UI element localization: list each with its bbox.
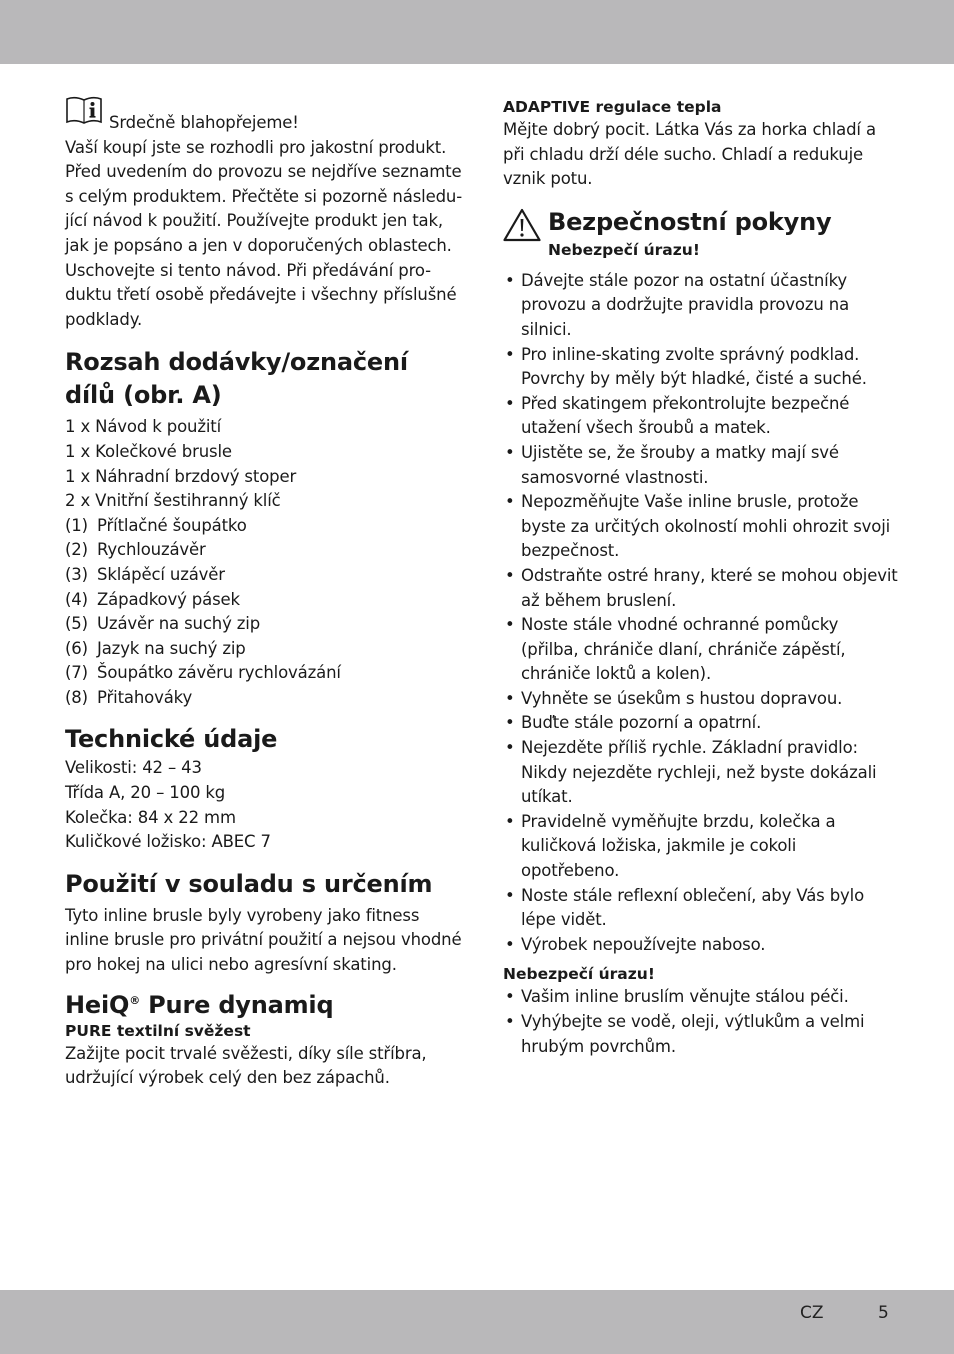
- heiq-title-rest: Pure dynamiq: [140, 990, 334, 1019]
- scope-item: 1 x Náhradní brzdový stoper: [65, 466, 297, 486]
- safety-item: [503, 711, 888, 736]
- safety-item-line: bezpečnost.: [521, 541, 620, 561]
- safety-item: [503, 441, 888, 490]
- scope-heading-line2: dílů (obr. A): [65, 381, 222, 410]
- safety-heading: Bezpečnostní pokyny: [548, 207, 832, 236]
- part-number: (8): [65, 687, 88, 707]
- part-item: [65, 661, 460, 686]
- danger-label: Nebezpečí úrazu!: [548, 240, 700, 259]
- part-label: Přitahováky: [97, 687, 193, 707]
- safety-item-line: Nikdy nejezděte rychleji, než byste dokázali: [521, 762, 877, 782]
- safety-item: [503, 736, 888, 810]
- heiq-text: [65, 1042, 460, 1091]
- safety-item-line: provozu a dodržujte pravidla provozu na: [521, 295, 850, 315]
- safety-item-line: • Ujistěte se, že šrouby a matky mají své: [521, 442, 839, 462]
- safety-item-line: lépe vidět.: [521, 910, 607, 930]
- registered-mark: ®: [129, 993, 141, 1007]
- intro-line: s celým produktem. Přečtěte si pozorně následu-: [65, 186, 463, 206]
- care-list: [503, 985, 888, 1059]
- safety-item: [503, 269, 888, 343]
- part-label: Sklápěcí uzávěr: [97, 564, 225, 584]
- scope-list: [65, 415, 460, 710]
- safety-item-line: • Dávejte stále pozor na ostatní účastníky: [521, 270, 848, 290]
- safety-item: [503, 884, 888, 933]
- part-item: [65, 563, 460, 588]
- safety-item: [503, 392, 888, 441]
- safety-item-line: • Noste stále vhodné ochranné pomůcky: [521, 615, 839, 635]
- adaptive-line: při chladu drží déle sucho. Chladí a redukuje: [503, 144, 864, 164]
- part-number: (1): [65, 515, 88, 535]
- tech-line: Kuličkové ložisko: ABEC 7: [65, 832, 271, 852]
- intro-line: Vaší koupí jste se rozhodli pro jakostní produkt.: [65, 137, 447, 157]
- part-item: [65, 538, 460, 563]
- part-label: Přítlačné šoupátko: [97, 515, 247, 535]
- usage-heading: Použití v souladu s určením: [65, 869, 433, 898]
- part-item: [65, 686, 460, 711]
- safety-item: [503, 613, 888, 687]
- safety-item-line: silnici.: [521, 319, 572, 339]
- adaptive-line: Mějte dobrý pocit. Látka Vás za horka chladí a: [503, 120, 876, 139]
- tech-specs: [65, 756, 460, 854]
- part-number: (5): [65, 614, 88, 634]
- footer-language: CZ: [800, 1303, 824, 1323]
- part-number: (6): [65, 638, 88, 658]
- safety-item-line: utíkat.: [521, 787, 573, 807]
- part-label: Rychlouzávěr: [97, 540, 206, 560]
- tech-line: Kolečka: 84 x 22 mm: [65, 807, 236, 827]
- safety-item: [503, 490, 891, 564]
- part-label: Západkový pásek: [97, 589, 240, 609]
- safety-item: [503, 687, 888, 712]
- scope-item: 1 x Návod k použití: [65, 417, 222, 437]
- usage-text: [65, 904, 460, 978]
- safety-item-line: kuličková ložiska, jakmile je cokoli: [521, 836, 797, 856]
- part-number: (4): [65, 589, 88, 609]
- usage-line: inline brusle pro privátní použití a nejsou vhodné: [65, 930, 462, 950]
- part-label: Šoupátko závěru rychlovázání: [97, 663, 341, 683]
- tech-heading: Technické údaje: [65, 725, 278, 754]
- safety-item-line: (přilba, chrániče dlaní, chrániče zápěstí,: [521, 639, 846, 659]
- right-column: [503, 96, 898, 1059]
- part-item: [65, 637, 460, 662]
- intro-line: jící návod k použití. Používejte produkt jen tak,: [65, 211, 444, 231]
- manual-info-icon: [65, 96, 103, 126]
- scope-item: 2 x Vnitřní šestihranný klíč: [65, 491, 281, 511]
- intro-greeting: Srdečně blahopřejeme!: [109, 113, 299, 132]
- heiq-heading: [65, 990, 460, 1020]
- intro-line: podklady.: [65, 309, 143, 329]
- scope-heading-line1: Rozsah dodávky/označení: [65, 348, 408, 377]
- tech-line: Velikosti: 42 – 43: [65, 758, 202, 778]
- safety-item-line: byste za určitých okolností mohli ohrozit svoji: [521, 516, 891, 536]
- care-item-line: hrubým povrchům.: [521, 1036, 676, 1056]
- safety-item: [503, 810, 888, 884]
- safety-item-line: • Noste stále reflexní oblečení, aby Vás bylo: [521, 885, 865, 905]
- safety-item-line: • Pravidelně vyměňujte brzdu, kolečka a: [521, 811, 836, 831]
- safety-item: [503, 933, 888, 958]
- safety-item-line: • Vyhněte se úsekům s hustou dopravou.: [521, 688, 843, 708]
- intro-line: Před uvedením do provozu se nejdříve seznamte: [65, 162, 462, 182]
- safety-item-line: Povrchy by měly být hladké, čisté a suché.: [521, 369, 867, 389]
- danger-label-2: Nebezpečí úrazu!: [503, 965, 655, 984]
- part-item: [65, 588, 460, 613]
- usage-line: Tyto inline brusle byly vyrobeny jako fitness: [65, 905, 420, 925]
- warning-triangle-icon: [503, 208, 541, 242]
- safety-item-line: • Buďte stále pozorní a opatrní.: [521, 713, 762, 733]
- safety-item-line: • Nejezděte příliš rychle. Základní pravidlo:: [521, 738, 858, 758]
- top-bar: [0, 0, 954, 64]
- safety-item-line: • Nepozměňujte Vaše inline brusle, protože: [521, 492, 859, 512]
- safety-item-line: až během bruslení.: [521, 590, 677, 610]
- safety-item-line: samosvorné vlastnosti.: [521, 467, 709, 487]
- care-item: [503, 1010, 888, 1059]
- part-number: (2): [65, 540, 88, 560]
- part-number: (7): [65, 663, 88, 683]
- adaptive-line: vznik potu.: [503, 169, 593, 189]
- care-item-line: • Vyhýbejte se vodě, oleji, výtlukům a velmi: [521, 1012, 865, 1031]
- heiq-brand: HeiQ: [65, 990, 130, 1019]
- left-column: [65, 96, 463, 1091]
- safety-item-line: • Odstraňte ostré hrany, které se mohou objevit: [521, 565, 898, 585]
- safety-item-line: • Pro inline-skating zvolte správný podklad.: [521, 344, 860, 364]
- safety-heading-block: [503, 206, 888, 261]
- safety-item-line: chrániče loktů a kolen).: [521, 664, 712, 684]
- scope-item: 1 x Kolečkové brusle: [65, 441, 232, 461]
- part-label: Jazyk na suchý zip: [97, 638, 246, 658]
- safety-item-line: • Před skatingem překontrolujte bezpečné: [521, 393, 850, 413]
- part-number: (3): [65, 564, 88, 584]
- safety-list: [503, 269, 898, 958]
- heiq-line: Zažijte pocit trvalé svěžesti, díky síle stříbra,: [65, 1043, 427, 1063]
- page-number: 5: [878, 1303, 889, 1323]
- safety-item-line: • Výrobek nepoužívejte naboso.: [521, 934, 766, 954]
- intro-line: duktu třetí osobě předávejte i všechny příslušné: [65, 285, 457, 305]
- care-item-line: • Vašim inline bruslím věnujte stálou péči.: [521, 987, 849, 1007]
- intro-line: jak je popsáno a jen v doporučených oblastech.: [65, 235, 452, 255]
- intro-line: Uschovejte si tento návod. Při předávání pro-: [65, 260, 431, 280]
- safety-item: [503, 343, 888, 392]
- heiq-line: udržující výrobek celý den bez zápachů.: [65, 1068, 390, 1088]
- heiq-subheading: PURE textilní svěžest: [65, 1021, 251, 1040]
- safety-item: [503, 564, 898, 613]
- safety-item-line: opotřebeno.: [521, 861, 620, 881]
- adaptive-text: [503, 118, 888, 192]
- care-item: [503, 985, 888, 1010]
- tech-line: Třída A, 20 – 100 kg: [65, 783, 226, 803]
- intro-section: [65, 96, 463, 332]
- part-item: [65, 514, 460, 539]
- adaptive-heading: ADAPTIVE regulace tepla: [503, 98, 722, 116]
- scope-heading: [65, 346, 460, 412]
- part-item: [65, 612, 460, 637]
- safety-item-line: utažení všech šroubů a matek.: [521, 418, 771, 438]
- usage-line: pro hokej na ulici nebo agresívní skating.: [65, 955, 397, 975]
- part-label: Uzávěr na suchý zip: [97, 614, 261, 634]
